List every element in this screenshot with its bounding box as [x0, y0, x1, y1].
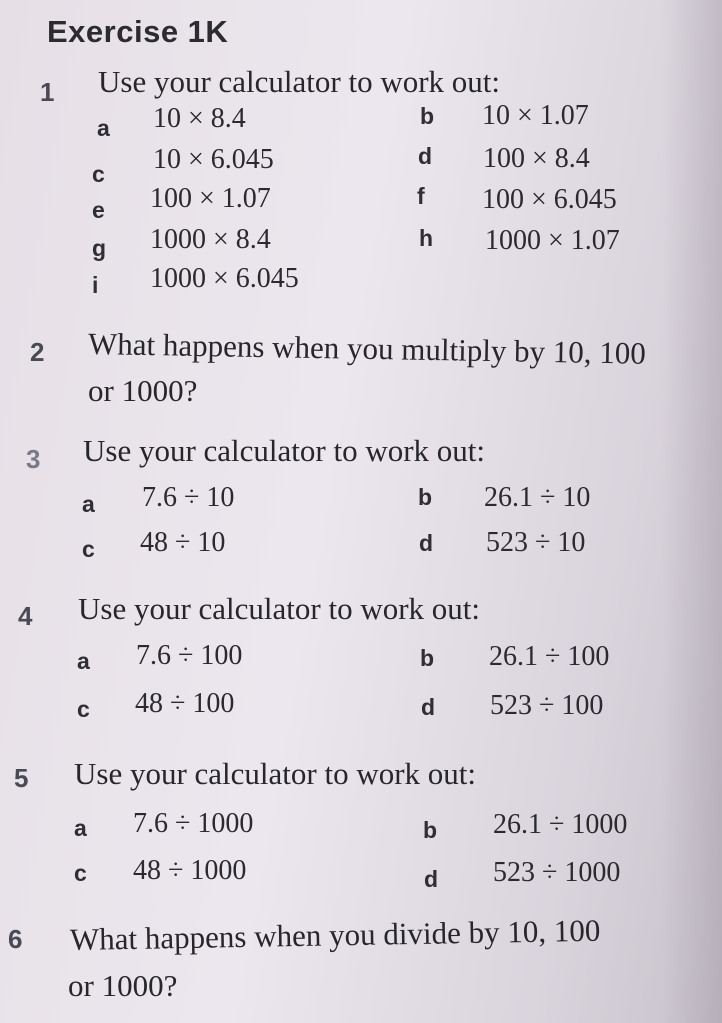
q5-part-d-expr: 523 ÷ 1000	[493, 857, 621, 888]
q3-part-d-label: d	[419, 530, 434, 556]
q1-part-c-label: c	[92, 161, 105, 187]
q4-part-d-label: d	[421, 694, 436, 720]
q5-part-b-expr: 26.1 ÷ 1000	[493, 809, 628, 840]
q4-part-a-label: a	[77, 648, 90, 674]
q1-part-i-label: i	[92, 272, 99, 298]
question-5-text: Use your calculator to work out:	[74, 756, 477, 791]
question-1-text: Use your calculator to work out:	[98, 64, 501, 99]
question-5-number: 5	[14, 763, 29, 793]
question-2-number: 2	[30, 337, 45, 367]
q4-part-b-expr: 26.1 ÷ 100	[489, 641, 610, 672]
question-3-text: Use your calculator to work out:	[83, 433, 486, 468]
q1-part-c-expr: 10 × 6.045	[153, 144, 274, 175]
q5-part-b-label: b	[423, 817, 438, 843]
q4-part-c-label: c	[77, 696, 90, 722]
q3-part-d-expr: 523 ÷ 10	[486, 527, 586, 558]
question-6-number: 6	[8, 924, 23, 954]
q1-part-g-label: g	[92, 235, 107, 261]
q1-part-b-expr: 10 × 1.07	[482, 100, 589, 131]
q3-part-b-label: b	[418, 484, 433, 510]
q1-part-f-expr: 100 × 6.045	[482, 184, 617, 215]
q3-part-c-expr: 48 ÷ 10	[140, 527, 226, 558]
q1-part-d-label: d	[418, 143, 433, 169]
q3-part-a-expr: 7.6 ÷ 10	[142, 482, 235, 513]
q4-part-b-label: b	[420, 645, 435, 671]
q1-part-a-label: a	[97, 115, 110, 141]
q5-part-a-expr: 7.6 ÷ 1000	[133, 808, 254, 839]
question-3-number: 3	[26, 444, 41, 474]
q3-part-b-expr: 26.1 ÷ 10	[484, 482, 591, 513]
q5-part-d-label: d	[424, 866, 439, 892]
q4-part-a-expr: 7.6 ÷ 100	[136, 640, 243, 671]
q1-part-h-expr: 1000 × 1.07	[485, 225, 620, 256]
question-6-text-line2: or 1000?	[68, 968, 178, 1003]
q3-part-a-label: a	[82, 491, 95, 517]
q1-part-d-expr: 100 × 8.4	[483, 143, 590, 174]
q1-part-e-label: e	[92, 197, 105, 223]
q1-part-e-expr: 100 × 1.07	[150, 183, 271, 214]
q1-part-h-label: h	[419, 225, 434, 251]
page-edge-shadow	[662, 0, 722, 1023]
q5-part-a-label: a	[74, 815, 87, 841]
q3-part-c-label: c	[82, 536, 95, 562]
exercise-title: Exercise 1K	[47, 14, 229, 49]
question-6-text-line1: What happens when you divide by 10, 100	[69, 912, 601, 957]
question-2-text-line1: What happens when you multiply by 10, 100	[87, 326, 647, 371]
q4-part-c-expr: 48 ÷ 100	[135, 688, 235, 719]
question-2-text-line2: or 1000?	[88, 373, 198, 408]
question-4-number: 4	[18, 601, 33, 631]
q1-part-b-label: b	[420, 103, 435, 129]
q1-part-g-expr: 1000 × 8.4	[150, 224, 271, 255]
q1-part-i-expr: 1000 × 6.045	[150, 263, 299, 294]
q1-part-a-expr: 10 × 8.4	[153, 103, 246, 134]
question-4-text: Use your calculator to work out:	[78, 591, 481, 626]
q4-part-d-expr: 523 ÷ 100	[490, 690, 604, 721]
question-1-number: 1	[40, 77, 55, 107]
q5-part-c-label: c	[74, 860, 87, 886]
q1-part-f-label: f	[417, 183, 425, 209]
q5-part-c-expr: 48 ÷ 1000	[133, 855, 247, 886]
